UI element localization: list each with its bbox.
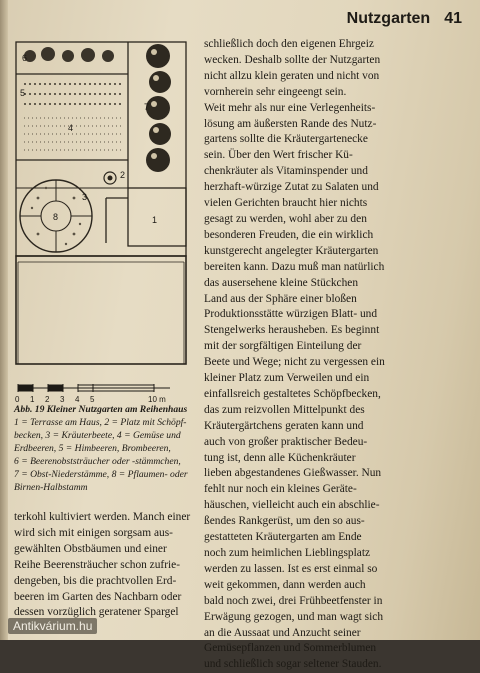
text-line: lösung am äußersten Rande des Nutz- bbox=[204, 117, 377, 130]
text-line: mit der sorgfältigen Einteilung der bbox=[204, 340, 362, 353]
chapter-title: Nutzgarten bbox=[346, 10, 431, 27]
text-line: lieben abgestandenes Gießwasser. Nun bbox=[204, 467, 382, 480]
text-line: noch zum heimlichen Lieblingsplatz bbox=[204, 547, 371, 559]
text-line: tung ist, denn alle Küchenkräuter bbox=[204, 451, 356, 464]
body-text-right-column bbox=[204, 37, 466, 673]
text-line: einfallsreich gestaltetes Schöpfbecken, bbox=[204, 387, 381, 400]
plan-label: 8 bbox=[53, 212, 59, 222]
text-line: das zum reizvollen Mittelpunkt des bbox=[204, 403, 365, 416]
body-text-left-column bbox=[14, 510, 194, 621]
caption-line: becken, 3 = Kräuterbeete, 4 = Gemüse und bbox=[14, 430, 181, 441]
page-number: 41 bbox=[444, 10, 462, 27]
text-line: fehlt nur noch ein kleines Geräte- bbox=[204, 483, 357, 496]
text-line: gestatteten Kräutergarten am Ende bbox=[204, 531, 362, 544]
plan-label: 7 bbox=[144, 102, 150, 112]
text-line: dessen vorzüglich geratener Spargel bbox=[14, 606, 179, 619]
text-line: werden zu lassen. Ist es erst einmal so bbox=[204, 562, 378, 575]
text-line: Kräutergärtchens geraten kann und bbox=[204, 419, 364, 432]
text-line: Erwägung gezogen, und man wagt sich bbox=[204, 610, 384, 623]
text-line: auch von großer praktischer Bedeu- bbox=[204, 435, 368, 448]
text-line: vielen Gerichten braucht hier nichts bbox=[204, 197, 368, 210]
text-line: kleiner Platz zum Verweilen und ein bbox=[204, 372, 370, 385]
text-line: nicht allzu klein geraten und nicht von bbox=[204, 69, 380, 82]
text-line: gartens sollte die Kräutergartenecke bbox=[204, 133, 368, 146]
plan-label: 2 bbox=[120, 170, 126, 180]
caption-line: Erdbeeren, 5 = Himbeeren, Brombeeren, bbox=[14, 443, 171, 454]
text-line: dengeben, bis die prachtvollen Erd- bbox=[14, 574, 177, 587]
text-line: beeren im Garten des Nachbarn oder bbox=[14, 590, 182, 603]
text-line: gewählten Obstbäumen und einer bbox=[14, 542, 167, 555]
text-line: vornherein sehr eingeengt sein. bbox=[204, 85, 347, 98]
text-line: an die Aussaat und Anzucht seiner bbox=[204, 626, 361, 639]
text-line: wird sich mit einigen sorgsam aus- bbox=[14, 526, 173, 539]
scale-tick: 3 bbox=[60, 395, 65, 404]
scale-tick: 5 bbox=[90, 395, 95, 404]
plan-label: 6 bbox=[22, 53, 28, 63]
running-header bbox=[347, 10, 462, 34]
text-line: häuschen, vielleicht auch ein abschlie- bbox=[204, 499, 380, 512]
text-line: Gemüsepflanzen und Sommerblumen bbox=[204, 642, 377, 655]
text-line: bereiten kann. Dazu muß man natürlich bbox=[204, 260, 385, 273]
text-line: Weit mehr als nur eine Verlegenheits- bbox=[204, 101, 376, 114]
caption-line: 6 = Beerenobststräucher oder -stämmchen, bbox=[14, 456, 181, 467]
plan-label: 5 bbox=[20, 88, 26, 98]
text-line: weit gekommen, dann werden auch bbox=[204, 578, 366, 591]
text-line: gesagt zu werden, wohl aber zu den bbox=[204, 212, 367, 225]
watermark: Antikvárium.hu bbox=[8, 618, 97, 634]
text-line: Stengelwerks herausheben. Es beginnt bbox=[204, 324, 380, 337]
scale-tick: 10 m bbox=[148, 395, 166, 404]
figure-caption bbox=[14, 403, 194, 494]
scale-tick: 4 bbox=[75, 395, 80, 404]
text-line: herzhaft-würzige Zutat zu Salaten und bbox=[204, 181, 379, 194]
text-line: Beete und Wege; nicht zu vergessen ein bbox=[204, 356, 385, 369]
page-gutter-shadow bbox=[0, 0, 8, 640]
scale-tick: 0 bbox=[15, 395, 20, 404]
caption-lead: Abb. 19 Kleiner Nutzgarten am Reihenhaus bbox=[14, 404, 188, 415]
scale-tick: 2 bbox=[45, 395, 50, 404]
text-line: bald noch zwei, drei Frühbeetfenster in bbox=[204, 594, 383, 607]
text-line: wecken. Deshalb sollte der Nutzgarten bbox=[204, 53, 381, 66]
plan-label: 3 bbox=[82, 192, 88, 202]
plan-label: 1 bbox=[152, 215, 158, 225]
text-line: kunstgerecht angelegter Kräutergarten bbox=[204, 244, 379, 257]
text-line: schließlich doch den eigenen Ehrgeiz bbox=[204, 38, 374, 50]
text-line: ßendes Rankgerüst, um den so aus- bbox=[204, 515, 365, 528]
text-line: das ausersehene kleine Stückchen bbox=[204, 276, 359, 289]
text-line: besonderen Freuden, die ein wirklich bbox=[204, 228, 374, 241]
text-line: Reihe Beerensträucher schon zufrie- bbox=[14, 558, 181, 571]
text-line: terkohl kultiviert werden. Manch einer bbox=[14, 511, 191, 523]
text-line: Produktionsstätte würzigen Blatt- und bbox=[204, 308, 378, 321]
caption-line: 7 = Obst-Niederstämme, 8 = Pflaumen- oder bbox=[14, 469, 188, 480]
plan-label: 4 bbox=[68, 123, 74, 133]
garden-plan-figure bbox=[10, 38, 194, 368]
caption-line: Birnen-Halbstamm bbox=[14, 482, 88, 493]
text-line: sein. Über den Wert frischer Kü- bbox=[204, 149, 353, 162]
text-line: und schließlich sogar seltener Stauden. bbox=[204, 658, 382, 671]
text-line: chenkräuter als Vitaminspender und bbox=[204, 165, 368, 178]
caption-line: 1 = Terrasse am Haus, 2 = Platz mit Schöpf- bbox=[14, 417, 187, 428]
scale-tick: 1 bbox=[30, 395, 35, 404]
text-line: Land aus der Sphäre einer bloßen bbox=[204, 292, 357, 305]
